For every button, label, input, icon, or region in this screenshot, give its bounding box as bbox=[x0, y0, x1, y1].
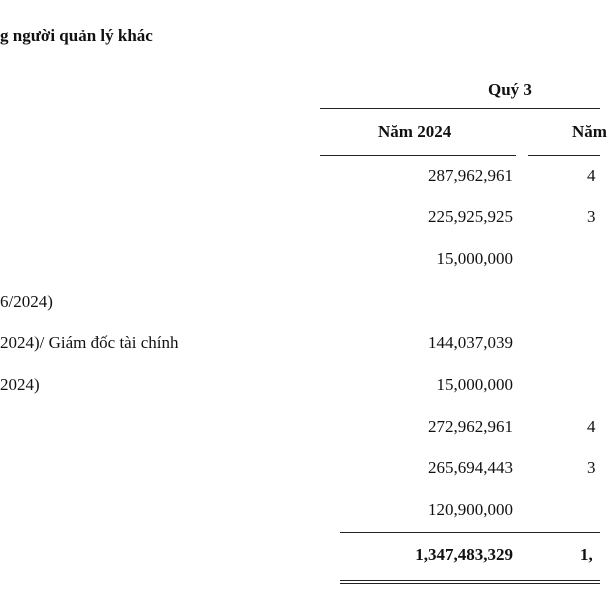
total-row bbox=[0, 545, 600, 569]
row-label: 2024)/ Giám đốc tài chính bbox=[0, 333, 179, 352]
value-prev: 4 bbox=[587, 166, 596, 185]
total-double-rule-top bbox=[340, 580, 600, 581]
table-row bbox=[0, 375, 600, 399]
table-row bbox=[0, 292, 600, 316]
table-row bbox=[0, 500, 600, 524]
table-row bbox=[0, 333, 600, 357]
table-row bbox=[0, 207, 600, 231]
section-heading: g người quản lý khác bbox=[0, 26, 153, 45]
table-row bbox=[0, 458, 600, 482]
table-row bbox=[0, 249, 600, 273]
column-underline-prev bbox=[528, 155, 600, 156]
value-2024: 144,037,039 bbox=[428, 333, 513, 352]
value-prev: 3 bbox=[587, 458, 596, 477]
value-2024: 120,900,000 bbox=[428, 500, 513, 519]
value-2024: 265,694,443 bbox=[428, 458, 513, 477]
value-2024: 272,962,961 bbox=[428, 417, 513, 436]
value-prev: 4 bbox=[587, 417, 596, 436]
group-underline bbox=[320, 108, 600, 109]
value-prev: 3 bbox=[587, 207, 596, 226]
value-2024: 15,000,000 bbox=[436, 249, 513, 268]
row-label: 2024) bbox=[0, 375, 40, 394]
table-row bbox=[0, 417, 600, 441]
group-header-quarter: Quý 3 bbox=[488, 80, 532, 99]
total-value-prev: 1, bbox=[580, 545, 593, 564]
total-value-2024: 1,347,483,329 bbox=[415, 545, 513, 564]
table-row bbox=[0, 166, 600, 190]
row-label: 6/2024) bbox=[0, 292, 53, 311]
column-header-prev: Năm bbox=[572, 122, 607, 141]
column-underline-2024 bbox=[320, 155, 516, 156]
value-2024: 15,000,000 bbox=[436, 375, 513, 394]
total-rule bbox=[340, 532, 600, 533]
column-header-2024: Năm 2024 bbox=[378, 122, 452, 141]
value-2024: 287,962,961 bbox=[428, 166, 513, 185]
total-double-rule-bottom bbox=[340, 583, 600, 584]
value-2024: 225,925,925 bbox=[428, 207, 513, 226]
